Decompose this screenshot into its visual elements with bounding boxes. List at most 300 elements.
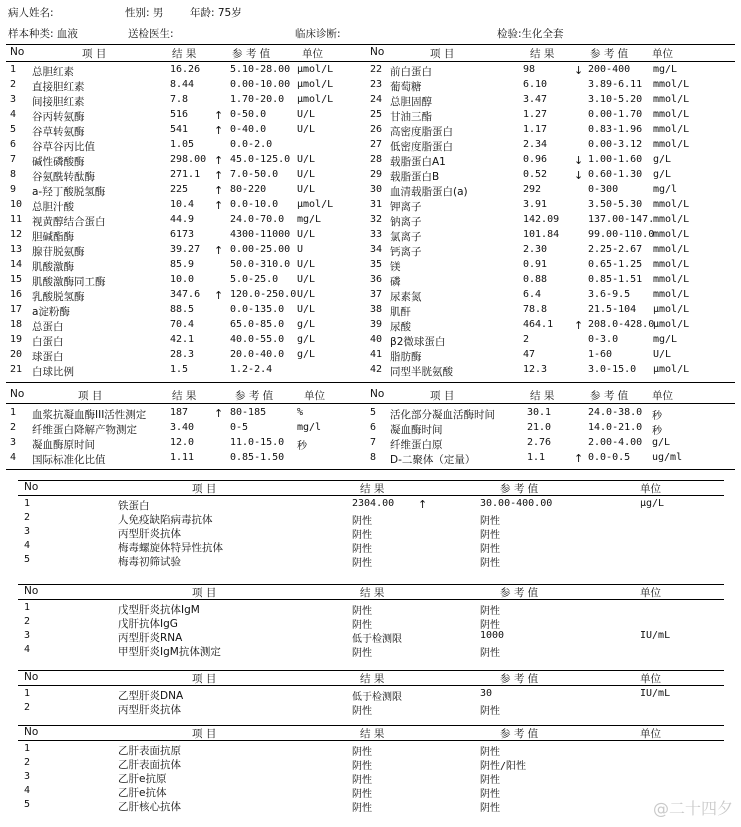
unit: mmol/L [653, 139, 690, 150]
column-header: 项 目 [430, 48, 455, 60]
result-value: 225 [170, 184, 189, 195]
reference-range: 2.00-4.00 [588, 437, 643, 448]
row-number: 5 [24, 799, 31, 810]
reference-range: 3.50-5.30 [588, 199, 643, 210]
unit: mg/l [653, 184, 678, 195]
item-name: 乙型肝炎DNA [118, 690, 184, 702]
unit: mmol/L [653, 94, 690, 105]
column-header: No [10, 388, 25, 400]
row-number: 10 [10, 199, 23, 210]
item-name: 活化部分凝血活酶时间 [390, 409, 495, 421]
reference-range: 阴性 [480, 775, 500, 786]
row-number: 3 [10, 94, 17, 105]
result-value: 阴性 [352, 620, 372, 631]
reference-range: 30 [480, 688, 493, 699]
reference-range: 40.0-55.0 [230, 334, 285, 345]
unit: mg/L [653, 334, 678, 345]
result-value: 10.0 [170, 274, 195, 285]
result-value: 阴性 [352, 803, 372, 814]
item-name: 肌酸激酶同工酶 [32, 276, 106, 288]
flag-icon: ↓ [574, 169, 584, 182]
row-number: 13 [10, 244, 23, 255]
item-name: 谷草转氨酶 [32, 126, 85, 138]
reference-range: 阴性/阳性 [480, 761, 527, 772]
row-number: 37 [370, 289, 383, 300]
result-value: 6.4 [523, 289, 542, 300]
column-header: 结 果 [360, 728, 385, 740]
row-number: 7 [370, 437, 377, 448]
result-value: 2.30 [523, 244, 548, 255]
item-name: 尿酸 [390, 321, 411, 333]
unit: μmol/L [653, 304, 690, 315]
row-number: 8 [370, 452, 377, 463]
flag-icon: ↑ [214, 244, 224, 257]
unit: U/L [297, 229, 316, 240]
unit: U/L [297, 304, 316, 315]
row-number: 25 [370, 109, 383, 120]
item-name: 磷 [390, 276, 401, 288]
reference-range: 1.70-20.0 [230, 94, 285, 105]
unit: g/L [653, 169, 672, 180]
item-name: a淀粉酶 [32, 306, 70, 318]
result-value: 6173 [170, 229, 195, 240]
item-name: 同型半胱氨酸 [390, 366, 453, 378]
watermark: @二十四夕 [652, 799, 733, 818]
item-name: 谷丙转氨酶 [32, 111, 85, 123]
result-value: 0.96 [523, 154, 548, 165]
row-number: 4 [10, 109, 17, 120]
flag-icon: ↑ [574, 319, 584, 332]
item-name: D-二聚体（定量） [390, 454, 476, 466]
row-number: 4 [24, 644, 31, 655]
reference-range: 80-220 [230, 184, 267, 195]
age-label: 年龄: 75岁 [190, 7, 242, 19]
row-number: 30 [370, 184, 383, 195]
result-value: 541 [170, 124, 189, 135]
result-value: 3.91 [523, 199, 548, 210]
row-number: 26 [370, 124, 383, 135]
flag-icon: ↑ [214, 407, 224, 420]
column-header: 单位 [640, 483, 661, 495]
unit: 秒 [652, 411, 662, 422]
gender-label: 性别: 男 [125, 7, 164, 19]
column-header: No [24, 671, 39, 683]
reference-range: 80-185 [230, 407, 267, 418]
item-name: 前白蛋白 [390, 66, 432, 78]
reference-range: 阴性 [480, 606, 500, 617]
reference-range: 14.0-21.0 [588, 422, 643, 433]
unit: U/L [297, 184, 316, 195]
row-number: 4 [24, 785, 31, 796]
row-number: 5 [24, 554, 31, 565]
item-name: 钠离子 [390, 216, 422, 228]
result-value: 1.27 [523, 109, 548, 120]
flag-icon: ↓ [574, 154, 584, 167]
result-value: 阴性 [352, 558, 372, 569]
reference-range: 1000 [480, 630, 505, 641]
reference-range: 阴性 [480, 558, 500, 569]
unit: U/L [297, 154, 316, 165]
reference-range: 0-5 [230, 422, 249, 433]
row-number: 1 [10, 64, 17, 75]
result-value: 44.9 [170, 214, 195, 225]
column-header: 参 考 值 [500, 587, 539, 599]
column-header: No [24, 481, 39, 493]
row-number: 2 [10, 422, 17, 433]
result-value: 阴性 [352, 789, 372, 800]
doctor-label: 送检医生: [128, 28, 174, 40]
reference-range: 0-300 [588, 184, 619, 195]
unit: g/L [652, 437, 671, 448]
row-number: 2 [24, 702, 31, 713]
reference-range: 阴性 [480, 706, 500, 717]
result-value: 1.05 [170, 139, 195, 150]
unit: IU/mL [640, 688, 671, 699]
result-value: 42.1 [170, 334, 195, 345]
patient-name-label: 病人姓名: [8, 7, 54, 19]
item-name: 直接胆红素 [32, 81, 85, 93]
row-number: 34 [370, 244, 383, 255]
item-name: 尿素氮 [390, 291, 422, 303]
row-number: 3 [24, 771, 31, 782]
row-number: 4 [10, 452, 17, 463]
unit: 秒 [297, 441, 307, 452]
item-name: 丙型肝炎抗体 [118, 704, 181, 716]
column-header: 结 果 [172, 48, 197, 60]
item-name: 肌酸激酶 [32, 261, 74, 273]
reference-range: 0-40.0 [230, 124, 267, 135]
reference-range: 50.0-310.0 [230, 259, 291, 270]
item-name: 腺苷脱氨酶 [32, 246, 85, 258]
row-number: 15 [10, 274, 23, 285]
item-name: 乳酸脱氢酶 [32, 291, 85, 303]
item-name: a-羟丁酸脱氢酶 [32, 186, 106, 198]
column-header: 项 目 [192, 483, 217, 495]
result-value: 3.47 [523, 94, 548, 105]
column-header: 参 考 值 [235, 390, 274, 402]
result-value: 0.91 [523, 259, 548, 270]
reference-range: 3.10-5.20 [588, 94, 643, 105]
result-value: 2.34 [523, 139, 548, 150]
flag-icon: ↑ [214, 289, 224, 302]
row-number: 7 [10, 154, 17, 165]
divider-line [6, 469, 735, 470]
row-number: 1 [24, 688, 31, 699]
column-header: No [370, 46, 385, 58]
unit: μg/L [640, 498, 665, 509]
column-header: 单位 [640, 728, 661, 740]
row-number: 8 [10, 169, 17, 180]
divider-line [6, 61, 735, 62]
result-value: 阴性 [352, 706, 372, 717]
column-header: 结 果 [360, 587, 385, 599]
item-name: 国际标准化比值 [32, 454, 106, 466]
divider-line [6, 382, 735, 383]
result-value: 阴性 [352, 648, 372, 659]
row-number: 3 [10, 437, 17, 448]
item-name: 甘油三酯 [390, 111, 432, 123]
item-name: 钙离子 [390, 246, 422, 258]
unit: U/L [297, 274, 316, 285]
result-value: 8.44 [170, 79, 195, 90]
result-value: 78.8 [523, 304, 548, 315]
result-value: 39.27 [170, 244, 201, 255]
item-name: β2微球蛋白 [390, 336, 446, 348]
unit: IU/mL [640, 630, 671, 641]
reference-range: 120.0-250.0 [230, 289, 297, 300]
sample-type-label: 样本种类: 血液 [8, 28, 78, 40]
item-name: 球蛋白 [32, 351, 64, 363]
column-header: 项 目 [192, 673, 217, 685]
reference-range: 30.00-400.00 [480, 498, 553, 509]
row-number: 42 [370, 364, 383, 375]
column-header: 项 目 [192, 728, 217, 740]
item-name: 载脂蛋白B [390, 171, 440, 183]
result-value: 21.0 [527, 422, 552, 433]
result-value: 1.5 [170, 364, 189, 375]
row-number: 2 [24, 757, 31, 768]
reference-range: 45.0-125.0 [230, 154, 291, 165]
reference-range: 7.0-50.0 [230, 169, 279, 180]
unit: mmol/L [653, 229, 690, 240]
column-header: No [24, 585, 39, 597]
result-value: 阴性 [352, 761, 372, 772]
result-value: 阴性 [352, 606, 372, 617]
row-number: 29 [370, 169, 383, 180]
item-name: 视黄醇结合蛋白 [32, 216, 106, 228]
result-value: 1.17 [523, 124, 548, 135]
divider-line [6, 403, 735, 404]
reference-range: 3.0-15.0 [588, 364, 637, 375]
item-name: 总胆固醇 [390, 96, 432, 108]
result-value: 271.1 [170, 169, 201, 180]
unit: g/L [297, 334, 316, 345]
reference-range: 0.00-3.12 [588, 139, 643, 150]
result-value: 2304.00 [352, 498, 395, 509]
unit: mmol/L [653, 259, 690, 270]
divider-line [18, 685, 724, 686]
unit: mg/L [297, 214, 322, 225]
reference-range: 0.60-1.30 [588, 169, 643, 180]
item-name: 戊肝抗体IgG [118, 618, 178, 630]
row-number: 18 [10, 319, 23, 330]
result-value: 70.4 [170, 319, 195, 330]
row-number: 40 [370, 334, 383, 345]
row-number: 6 [10, 139, 17, 150]
result-value: 6.10 [523, 79, 548, 90]
row-number: 22 [370, 64, 383, 75]
item-name: 白蛋白 [32, 336, 64, 348]
row-number: 28 [370, 154, 383, 165]
unit: mmol/L [653, 199, 690, 210]
column-header: 单位 [640, 587, 661, 599]
item-name: 葡萄糖 [390, 81, 422, 93]
result-value: 85.9 [170, 259, 195, 270]
row-number: 14 [10, 259, 23, 270]
reference-range: 3.89-6.11 [588, 79, 643, 90]
reference-range: 阴性 [480, 648, 500, 659]
item-name: 乙肝e抗原 [118, 773, 167, 785]
item-name: 戊型肝炎抗体IgM [118, 604, 200, 616]
flag-icon: ↑ [214, 199, 224, 212]
flag-icon: ↑ [214, 154, 224, 167]
reference-range: 20.0-40.0 [230, 349, 285, 360]
item-name: 谷氨酰转酞酶 [32, 171, 95, 183]
result-value: 142.09 [523, 214, 560, 225]
row-number: 12 [10, 229, 23, 240]
row-number: 35 [370, 259, 383, 270]
reference-range: 0-3.0 [588, 334, 619, 345]
column-header: 项 目 [78, 390, 103, 402]
unit: U/L [297, 109, 316, 120]
row-number: 2 [10, 79, 17, 90]
flag-icon: ↑ [418, 498, 428, 511]
row-number: 1 [24, 602, 31, 613]
item-name: 血清载脂蛋白(a) [390, 186, 468, 198]
result-value: 516 [170, 109, 189, 120]
unit: g/L [653, 154, 672, 165]
result-value: 298.00 [170, 154, 207, 165]
result-value: 阴性 [352, 775, 372, 786]
unit: mmol/L [653, 289, 690, 300]
row-number: 36 [370, 274, 383, 285]
reference-range: 阴性 [480, 516, 500, 527]
result-value: 2.76 [527, 437, 552, 448]
item-name: 乙肝表面抗体 [118, 759, 181, 771]
diagnosis-label: 临床诊断: [295, 28, 341, 40]
reference-range: 0.00-1.70 [588, 109, 643, 120]
reference-range: 24.0-70.0 [230, 214, 285, 225]
item-name: 碱性磷酸酶 [32, 156, 85, 168]
item-name: 载脂蛋白A1 [390, 156, 446, 168]
result-value: 347.6 [170, 289, 201, 300]
result-value: 30.1 [527, 407, 552, 418]
divider-line [18, 495, 724, 496]
row-number: 20 [10, 349, 23, 360]
row-number: 39 [370, 319, 383, 330]
row-number: 19 [10, 334, 23, 345]
column-header: 结 果 [360, 673, 385, 685]
reference-range: 阴性 [480, 530, 500, 541]
unit: U [297, 244, 304, 255]
unit: % [297, 407, 304, 418]
row-number: 31 [370, 199, 383, 210]
reference-range: 0-50.0 [230, 109, 267, 120]
row-number: 33 [370, 229, 383, 240]
flag-icon: ↑ [214, 184, 224, 197]
reference-range: 阴性 [480, 789, 500, 800]
item-name: 凝血酶原时间 [32, 439, 95, 451]
result-value: 101.84 [523, 229, 560, 240]
unit: mmol/L [653, 214, 690, 225]
unit: mmol/L [653, 124, 690, 135]
column-header: 参 考 值 [500, 673, 539, 685]
row-number: 21 [10, 364, 23, 375]
flag-icon: ↑ [574, 452, 584, 465]
reference-range: 2.25-2.67 [588, 244, 643, 255]
result-value: 28.3 [170, 349, 195, 360]
result-value: 0.52 [523, 169, 548, 180]
item-name: 凝血酶时间 [390, 424, 443, 436]
item-name: 丙型肝炎RNA [118, 632, 183, 644]
reference-range: 0.85-1.50 [230, 452, 285, 463]
unit: g/L [297, 349, 316, 360]
column-header: No [370, 388, 385, 400]
unit: mmol/L [653, 244, 690, 255]
row-number: 23 [370, 79, 383, 90]
row-number: 2 [24, 616, 31, 627]
divider-line [18, 740, 724, 741]
result-value: 阴性 [352, 516, 372, 527]
column-header: 单位 [652, 390, 673, 402]
result-value: 1.1 [527, 452, 546, 463]
row-number: 5 [10, 124, 17, 135]
unit: 秒 [652, 426, 662, 437]
row-number: 5 [370, 407, 377, 418]
reference-range: 200-400 [588, 64, 631, 75]
unit: μmol/L [653, 364, 690, 375]
column-header: 单位 [640, 673, 661, 685]
unit: mmol/L [653, 79, 690, 90]
item-name: 梅毒初筛试验 [118, 556, 181, 568]
divider-line [6, 44, 735, 45]
reference-range: 阴性 [480, 544, 500, 555]
unit: μmol/L [653, 319, 690, 330]
unit: U/L [297, 289, 316, 300]
unit: mg/l [297, 422, 322, 433]
item-name: 丙型肝炎抗体 [118, 528, 181, 540]
column-header: 参 考 值 [500, 483, 539, 495]
row-number: 24 [370, 94, 383, 105]
unit: U/L [297, 259, 316, 270]
item-name: 纤维蛋白降解产物测定 [32, 424, 137, 436]
reference-range: 5.10-28.00 [230, 64, 291, 75]
item-name: 乙肝表面抗原 [118, 745, 181, 757]
row-number: 9 [10, 184, 17, 195]
row-number: 16 [10, 289, 23, 300]
item-name: 甲型肝炎IgM抗体测定 [118, 646, 221, 658]
reference-range: 阴性 [480, 620, 500, 631]
result-value: 7.8 [170, 94, 189, 105]
reference-range: 1.00-1.60 [588, 154, 643, 165]
row-number: 1 [24, 498, 31, 509]
item-name: 镁 [390, 261, 401, 273]
flag-icon: ↑ [214, 109, 224, 122]
unit: μmol/L [297, 94, 334, 105]
column-header: 项 目 [82, 48, 107, 60]
flag-icon: ↓ [574, 64, 584, 77]
reference-range: 1.2-2.4 [230, 364, 273, 375]
item-name: 钾离子 [390, 201, 422, 213]
unit: μmol/L [297, 199, 334, 210]
column-header: 结 果 [172, 390, 197, 402]
reference-range: 5.0-25.0 [230, 274, 279, 285]
column-header: 结 果 [360, 483, 385, 495]
item-name: 人免疫缺陷病毒抗体 [118, 514, 213, 526]
result-value: 阴性 [352, 544, 372, 555]
row-number: 38 [370, 304, 383, 315]
item-name: 氯离子 [390, 231, 422, 243]
unit: g/L [297, 319, 316, 330]
result-value: 16.26 [170, 64, 201, 75]
item-name: 梅毒螺旋体特异性抗体 [118, 542, 223, 554]
column-header: 项 目 [192, 587, 217, 599]
reference-range: 0.65-1.25 [588, 259, 643, 270]
result-value: 88.5 [170, 304, 195, 315]
result-value: 12.0 [170, 437, 195, 448]
reference-range: 0.00-10.00 [230, 79, 291, 90]
column-header: 参 考 值 [590, 390, 629, 402]
